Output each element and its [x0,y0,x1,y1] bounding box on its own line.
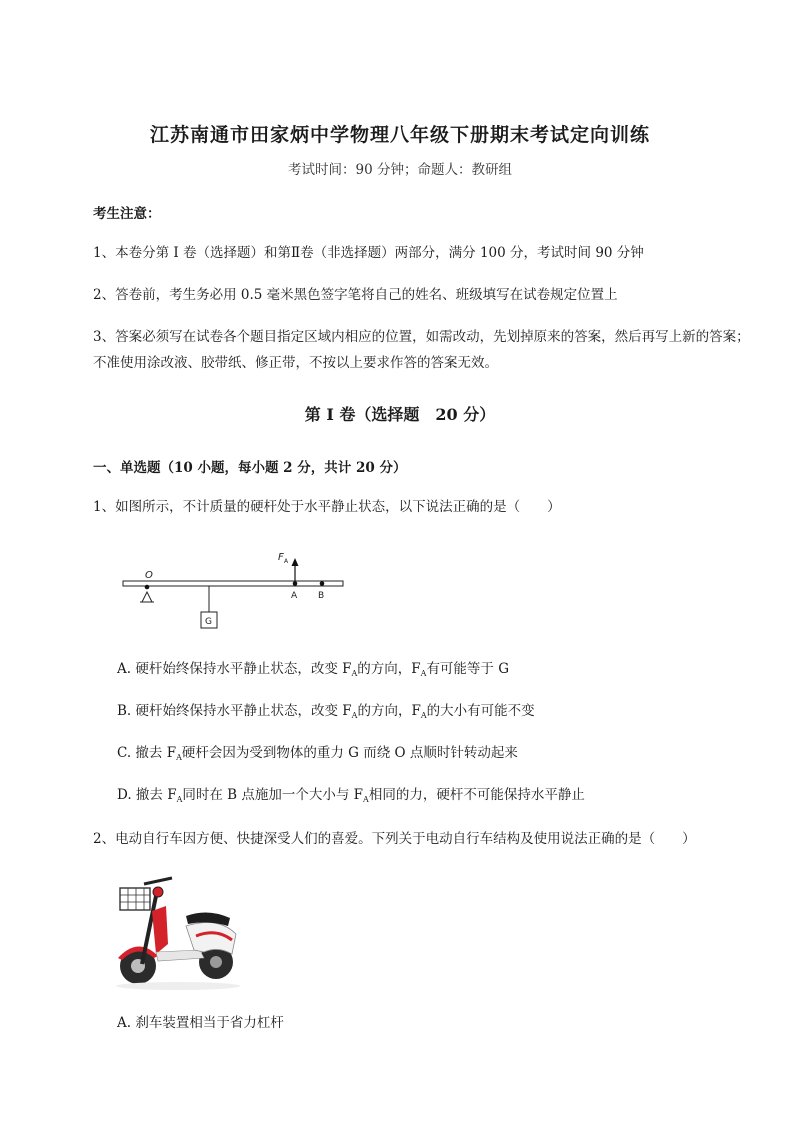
page-title: 江苏南通市田家炳中学物理八年级下册期末考试定向训练 [149,124,650,146]
floorboard [156,950,204,961]
front-basket [120,888,150,910]
ground-shadow [116,982,240,990]
notice-item-3: 3、答案必须写在试卷各个题目指定区域内相应的位置，如需改动，先划掉原来的答案，然后再写上新的答案；不准使用涂改液、胶带纸、修正带，不按以上要求作答的答案无效。 [93,329,750,371]
point-b-dot [320,581,325,586]
force-label: F [278,552,284,563]
lever-rod [123,581,343,586]
q1-option-a: A. 硬杆始终保持水平静止状态，改变 $F_A$的方向，$F_A$有可能等于 G [117,661,510,678]
pivot-label: O [145,570,153,581]
q1-option-c: C. 撤去 $F_A$硬杆会因为受到物体的重力 G 而绕 O 点顺时针转动起来 [117,745,518,762]
notice-heading: 考生注意： [93,206,161,222]
q1-option-d: D. 撤去 $F_A$同时在 B 点施加一个大小与 $F_A$相同的力，硬杆不可能保持水平静止 [117,787,585,804]
pivot-point [145,585,150,590]
q2-option-a: A. 刹车装置相当于省力杠杆 [117,1015,284,1031]
notice-item-1: 1、本卷分第 I 卷（选择题）和第Ⅱ卷（非选择题）两部分，满分 100 分，考试时间 90 分钟 [93,245,644,261]
q1-option-b: B. 硬杆始终保持水平静止状态，改变 $F_A$的方向，$F_A$的大小有可能不变 [117,703,535,720]
notice-item-2: 2、答卷前，考生务必用 0.5 毫米黑色签字笔将自己的姓名、班级填写在试卷规定位置上 [93,287,618,303]
lever-diagram [118,545,353,635]
group-heading: 一、单选题（10 小题，每小题 2 分，共计 20 分） [93,460,407,476]
handlebar [144,878,172,884]
point-b-label: B [318,591,325,601]
rear-wheel-hub [210,956,222,968]
question-2-stem: 2、电动自行车因方便、快捷深受人们的喜爱。下列关于电动自行车结构及使用说法正确的是（ ） [93,831,696,847]
force-label-sub: A [284,558,289,565]
pivot-triangle [142,592,152,602]
electric-bike-image [108,866,248,996]
page-subtitle: 考试时间：90 分钟；命题人：教研组 [288,162,512,178]
weight-label: G [205,617,212,627]
headlight [153,887,163,897]
point-a-dot [293,581,298,586]
force-arrow-head [292,558,299,566]
question-1-stem: 1、如图所示，不计质量的硬杆处于水平静止状态，以下说法正确的是（ ） [93,499,561,515]
section-title: 第 I 卷（选择题 20 分） [304,405,496,424]
point-a-label: A [291,591,298,601]
front-shield [152,906,168,954]
